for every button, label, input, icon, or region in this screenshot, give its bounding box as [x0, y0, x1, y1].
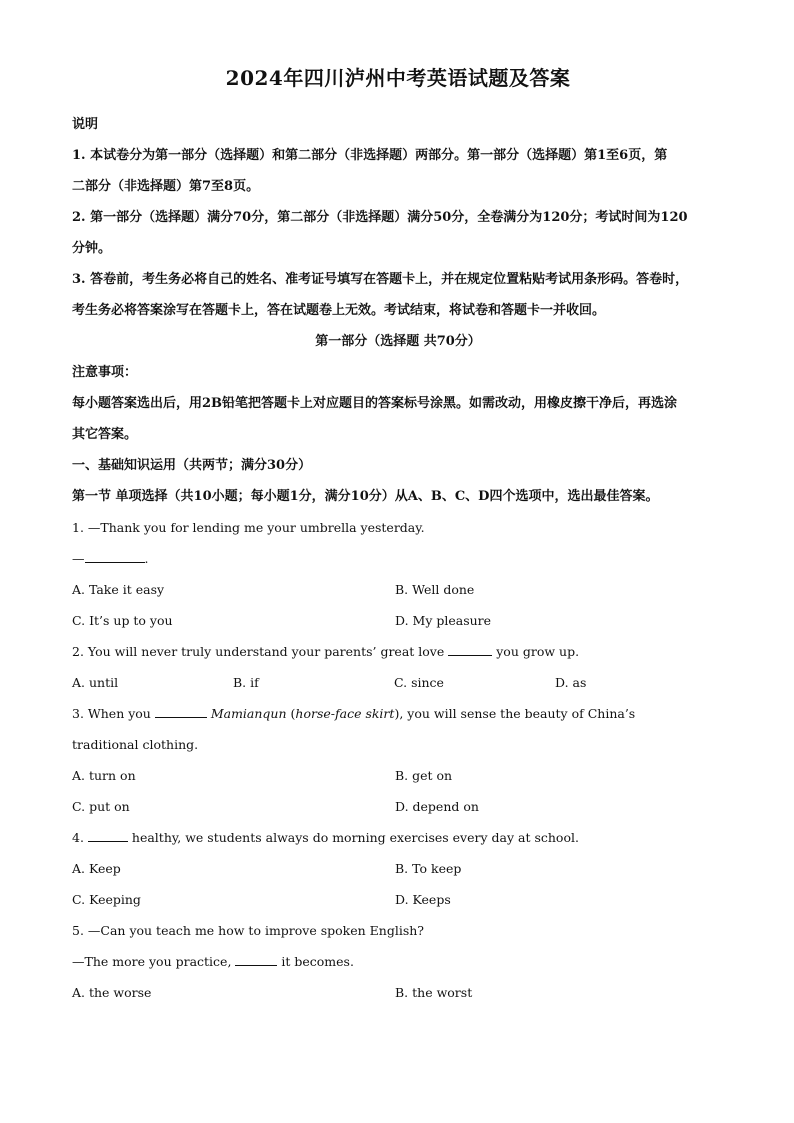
intro-p2-line1: 2. 第一部分（选择题）满分70分，第二部分（非选择题）满分50分，全卷满分为120分；考试时间为120: [72, 210, 688, 225]
q4-option-b: B. To keep: [395, 861, 462, 876]
q3-stem-italic2: horse-face skirt: [295, 706, 395, 721]
q5-option-b: B. the worst: [395, 985, 473, 1000]
notice-heading: 注意事项：: [72, 365, 138, 380]
intro-p1-line2: 二部分（非选择题）第7至8页。: [72, 179, 260, 194]
q5-option-a: A. the worse: [72, 985, 152, 1000]
q5-blank: [235, 953, 277, 966]
q3-option-c: C. put on: [72, 799, 130, 814]
q1-blank: [85, 550, 145, 563]
q3-stem-line1: [72, 698, 724, 729]
intro-p3-line2: 考生务必将答案涂写在答题卡上，答在试题卷上无效。考试结束，将试卷和答题卡一并收回。: [72, 303, 606, 318]
intro-p3-line1: 3. 答卷前，考生务必将自己的姓名、准考证号填写在答题卡上，并在规定位置粘贴考试用条形码。答卷时，: [72, 272, 689, 287]
q4-options-row2: [72, 884, 724, 915]
q4-option-c: C. Keeping: [72, 892, 141, 907]
intro-p1-line1: 1. 本试卷分为第一部分（选择题）和第二部分（非选择题）两部分。第一部分（选择题）第1至6页，第: [72, 148, 668, 163]
q3-option-d: D. depend on: [395, 799, 479, 814]
q2-stem: [72, 636, 724, 667]
q1-reply-dash: —: [72, 551, 85, 566]
q1-reply-end: .: [144, 551, 149, 566]
q5-stem: 5. —Can you teach me how to improve spoken English?: [72, 923, 425, 938]
q3-blank: [155, 705, 207, 718]
q4-blank: [88, 829, 128, 842]
q2-option-d: D. as: [555, 675, 587, 690]
q4-option-d: D. Keeps: [395, 892, 451, 907]
q1-option-b: B. Well done: [395, 582, 475, 597]
q3-stem-line2: traditional clothing.: [72, 737, 199, 752]
q1-options-row1: [72, 574, 724, 605]
q1-stem: 1. —Thank you for lending me your umbrella yesterday.: [72, 520, 425, 535]
q3-stem-part2: ), you will sense the beauty of China’s: [394, 706, 636, 721]
q5-reply-part1: —The more you practice,: [72, 954, 232, 969]
q3-option-b: B. get on: [395, 768, 453, 783]
q5-options-row1: [72, 977, 724, 1008]
intro-heading: 说明: [72, 117, 99, 132]
page-title: 2024年四川泸州中考英语试题及答案: [225, 66, 571, 90]
q2-stem-part2: you grow up.: [496, 644, 580, 659]
q4-options-row1: [72, 853, 724, 884]
q3-option-a: A. turn on: [72, 768, 136, 783]
q3-options-row2: [72, 791, 724, 822]
q3-stem-paren: (: [286, 706, 296, 721]
q2-options: [72, 667, 724, 698]
q1-reply: [72, 543, 724, 574]
notice-line1: 每小题答案选出后，用2B铅笔把答题卡上对应题目的答案标号涂黑。如需改动，用橡皮擦干净后，再选涂: [72, 396, 678, 411]
q1-option-c: C. It’s up to you: [72, 613, 173, 628]
q2-stem-part1: 2. You will never truly understand your parents’ great love: [72, 644, 445, 659]
q3-options-row1: [72, 760, 724, 791]
q1-option-a: A. Take it easy: [72, 582, 165, 597]
q4-stem-text: healthy, we students always do morning exercises every day at school.: [131, 830, 579, 845]
section1-heading: 一、基础知识运用（共两节；满分30分）: [72, 458, 312, 473]
q5-reply-part2: it becomes.: [281, 954, 354, 969]
q1-option-d: D. My pleasure: [395, 613, 492, 628]
q3-stem-italic1: Mamianqun: [210, 706, 287, 721]
q3-stem-part1: 3. When you: [72, 706, 151, 721]
notice-line2: 其它答案。: [72, 427, 138, 442]
q5-reply: [72, 946, 724, 977]
q4-option-a: A. Keep: [72, 861, 121, 876]
part1-heading: 第一部分（选择题 共70分）: [315, 334, 481, 349]
q1-options-row2: [72, 605, 724, 636]
section1-1-heading: 第一节 单项选择（共10小题；每小题1分，满分10分）从A、B、C、D四个选项中，选出最佳答案。: [72, 489, 659, 504]
q4-stem: [72, 822, 724, 853]
q4-stem-number: 4.: [72, 830, 84, 845]
q2-blank: [448, 643, 492, 656]
q2-option-a: A. until: [72, 675, 119, 690]
q2-option-c: C. since: [394, 675, 444, 690]
q2-option-b: B. if: [233, 675, 259, 690]
intro-p2-line2: 分钟。: [72, 241, 112, 256]
